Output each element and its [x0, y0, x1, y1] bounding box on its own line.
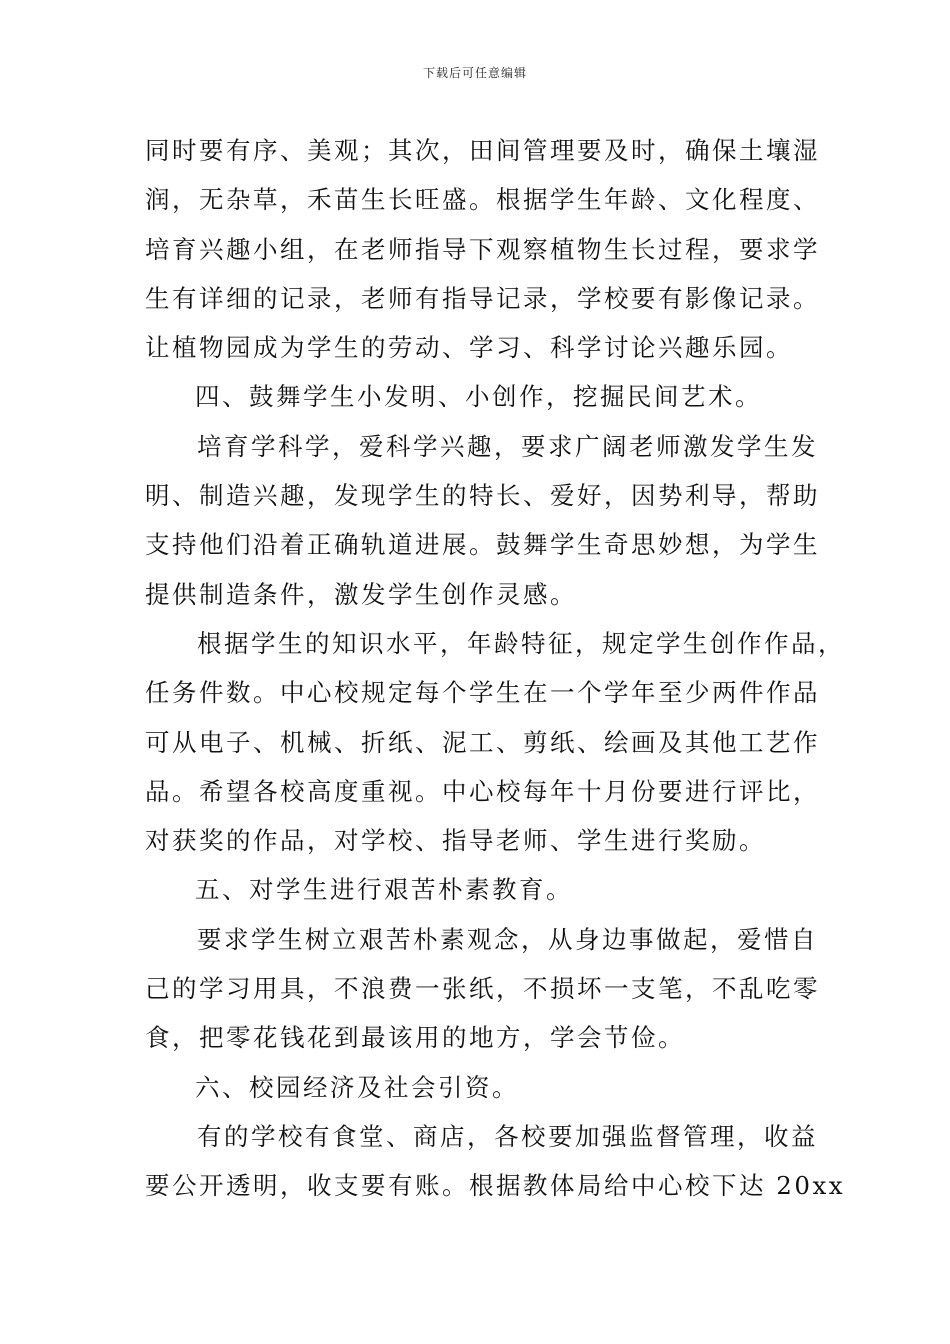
text-line: 对获奖的作品，对学校、指导老师、学生进行奖励。: [145, 826, 766, 856]
text-line: 支持他们沿着正确轨道进展。鼓舞学生奇思妙想，为学生: [145, 530, 820, 560]
text-line: 生有详细的记录，老师有指导记录，学校要有影像记录。: [145, 283, 820, 313]
section-heading-5: 五、对学生进行艰苦朴素教育。: [195, 875, 573, 905]
paragraph-start: 培育学科学，爱科学兴趣，要求广阔老师激发学生发: [197, 431, 818, 461]
text-line: 润，无杂草，禾苗生长旺盛。根据学生年龄、文化程度、: [145, 185, 820, 215]
text-line: 可从电子、机械、折纸、泥工、剪纸、绘画及其他工艺作: [145, 727, 820, 757]
document-body: [145, 126, 846, 1211]
section-heading-6: 六、校园经济及社会引资。: [195, 1072, 519, 1102]
paragraph-start: 要求学生树立艰苦朴素观念，从身边事做起，爱惜自: [197, 924, 818, 954]
paragraph-start: 有的学校有食堂、商店，各校要加强监督管理，收益: [197, 1121, 818, 1151]
text-line: 任务件数。中心校规定每个学生在一个学年至少两件作品: [145, 678, 820, 708]
page-header: 下载后可任意编辑: [422, 66, 527, 80]
text-line: 提供制造条件，激发学生创作灵感。: [145, 579, 577, 609]
text-line: 同时要有序、美观；其次，田间管理要及时，确保土壤湿: [145, 136, 820, 165]
text-line: 培育兴趣小组，在老师指导下观察植物生长过程，要求学: [145, 234, 820, 264]
paragraph-start: 根据学生的知识水平，年龄特征，规定学生创作作品，: [197, 628, 845, 658]
section-heading-4: 四、鼓舞学生小发明、小创作，挖掘民间艺术。: [195, 382, 762, 412]
text-line: 品。希望各校高度重视。中心校每年十月份要进行评比，: [145, 776, 820, 806]
text-line: 明、制造兴趣，发现学生的特长、爱好，因势利导，帮助: [145, 481, 820, 511]
text-line: 己的学习用具，不浪费一张纸，不损坏一支笔，不乱吃零: [145, 974, 820, 1004]
text-line: 要公开透明，收支要有账。根据教体局给中心校下达 20xx: [145, 1171, 846, 1201]
text-line: 食，把零花钱花到最该用的地方，学会节俭。: [145, 1023, 685, 1053]
text-line: 让植物园成为学生的劳动、学习、科学讨论兴趣乐园。: [145, 333, 793, 363]
